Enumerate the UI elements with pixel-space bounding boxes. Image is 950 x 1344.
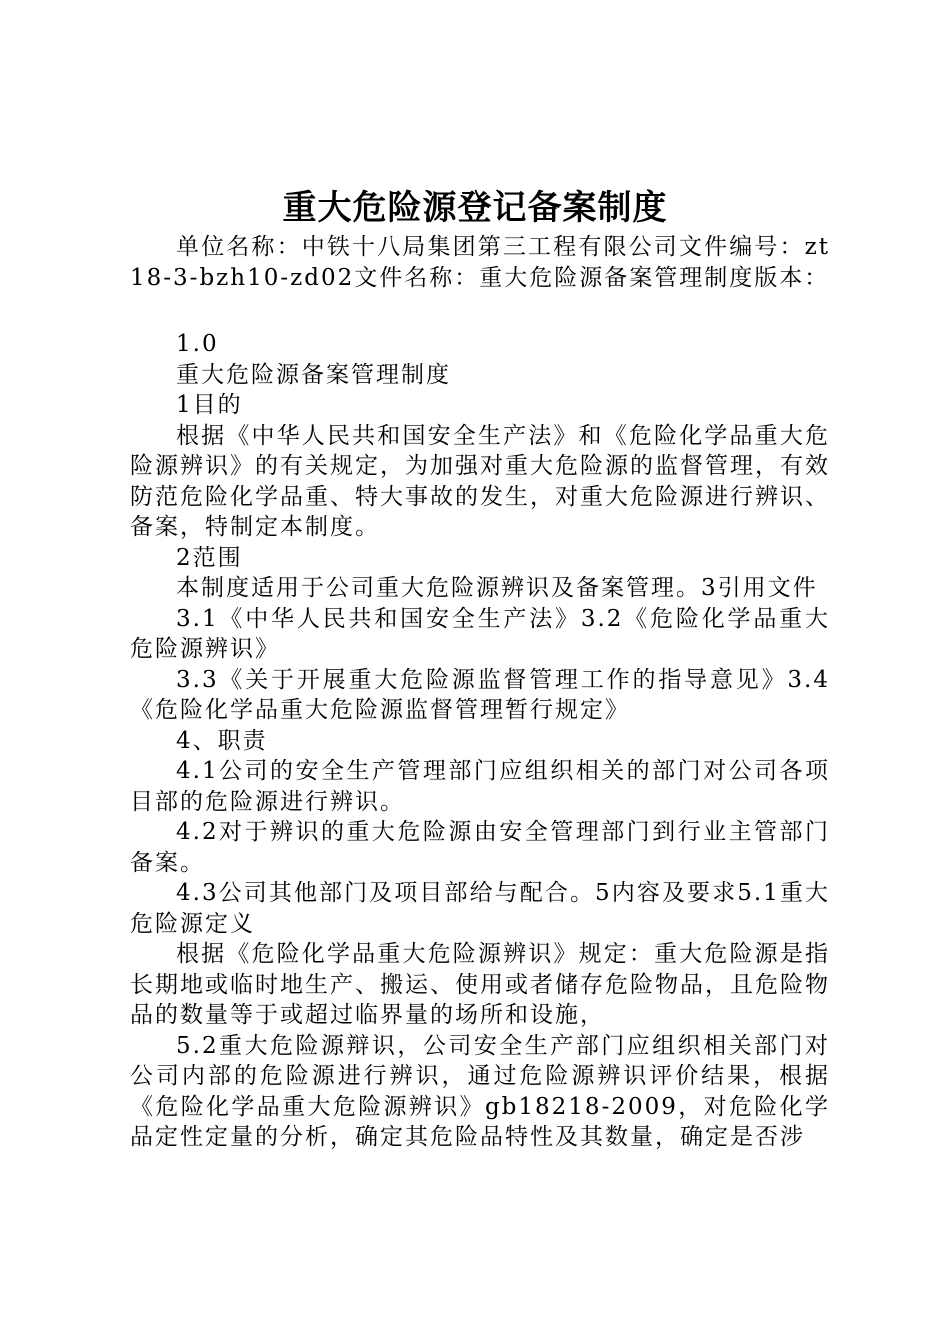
paragraph-heading-scope: 2范围 xyxy=(176,544,243,571)
paragraph-heading-purpose: 1目的 xyxy=(176,392,243,418)
paragraph-gap xyxy=(130,293,830,329)
paragraph-definition: 根据《危险化学品重大危险源辨识》规定：重大危险源是指长期地或临时地生产、搬运、使用或者储存危险物品，且危险物品的数量等于或超过临界量的场所和设施， xyxy=(130,941,830,1028)
paragraph-reference-2: 3.3《关于开展重大危险源监督管理工作的指导意见》3.4《危险化学品重大危险源监督管理暂行规定》 xyxy=(130,666,830,723)
paragraph-reference-1: 3.1《中华人民共和国安全生产法》3.2《危险化学品重大危险源辨识》 xyxy=(130,605,830,662)
document-title: 重大危险源登记备案制度 xyxy=(282,188,668,228)
paragraph-heading-system: 重大危险源备案管理制度 xyxy=(176,361,451,388)
paragraph-heading-duties: 4、职责 xyxy=(176,727,268,754)
paragraph-version: 1.0 xyxy=(176,331,219,357)
paragraph-scope: 本制度适用于公司重大危险源辨识及备案管理。3引用文件 xyxy=(176,575,818,601)
paragraph-duty-4-1: 4.1公司的安全生产管理部门应组织相关的部门对公司各项目部的危险源进行辨识。 xyxy=(130,758,830,815)
paragraph-duty-4-3: 4.3公司其他部门及项目部给与配合。5内容及要求5.1重大危险源定义 xyxy=(130,880,830,937)
document-body xyxy=(130,232,830,1153)
paragraph-purpose: 根据《中华人民共和国安全生产法》和《危险化学品重大危险源辨识》的有关规定，为加强对重大危险源的监督管理，有效防范危险化学品重、特大事故的发生，对重大危险源进行辨识、备案，特制定本制度。 xyxy=(130,422,830,540)
paragraph-unit-info: 单位名称：中铁十八局集团第三工程有限公司文件编号：zt18-3-bzh10-zd02文件名称：重大危险源备案管理制度版本： xyxy=(130,234,830,291)
paragraph-identification: 5.2重大危险源辩识，公司安全生产部门应组织相关部门对公司内部的危险源进行辨识，通过危险源辨识评价结果，根据《危险化学品重大危险源辨识》gb18218-2009，对危险化学品定性定量的分析，确定其危险品特性及其数量，确定是否涉 xyxy=(130,1032,830,1150)
paragraph-duty-4-2: 4.2对于辨识的重大危险源由安全管理部门到行业主管部门备案。 xyxy=(130,819,830,876)
